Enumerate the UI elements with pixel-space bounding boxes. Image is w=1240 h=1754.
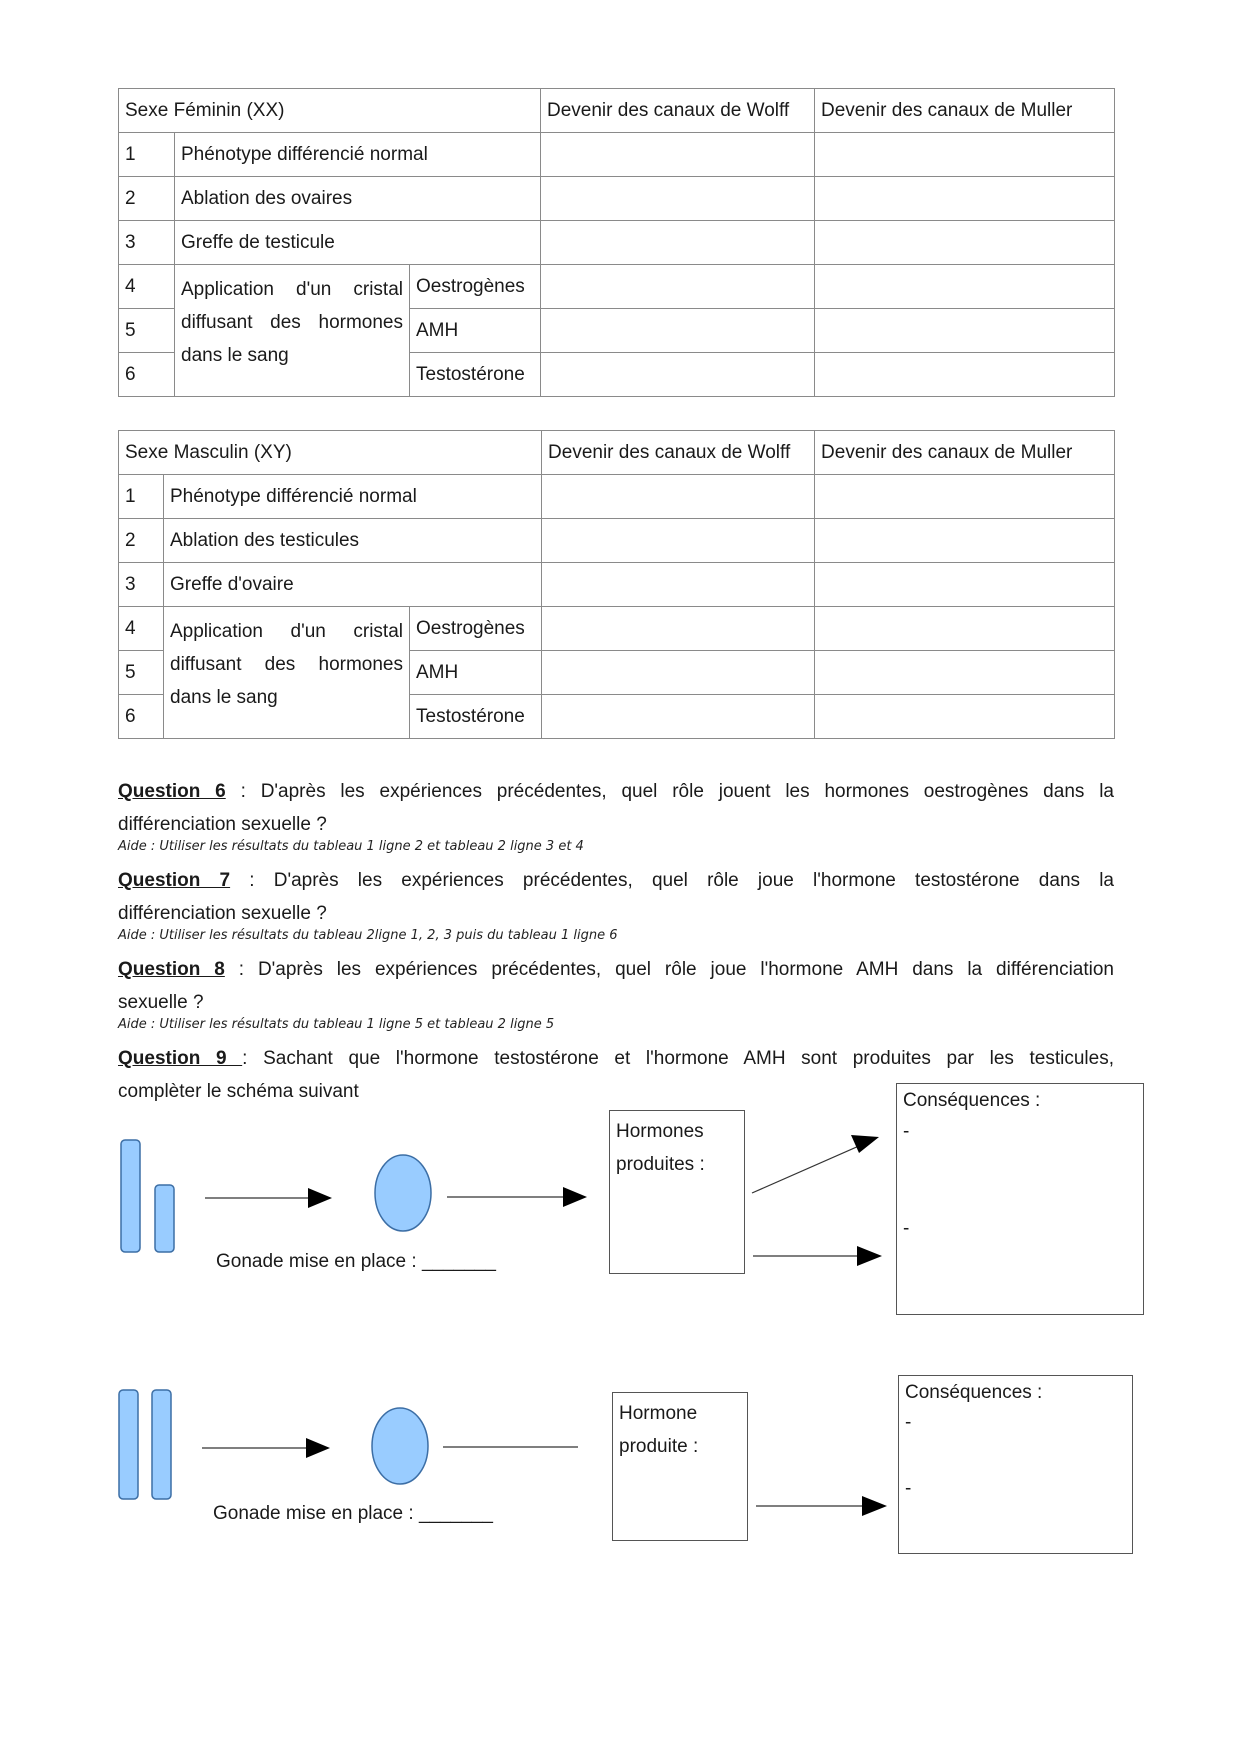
- question-separator: :: [230, 870, 274, 891]
- gonad-label: Gonade mise en place : _______: [213, 1503, 493, 1524]
- aide-hint: Aide : Utiliser les résultats du tableau 2ligne 1, 2, 3 puis du tableau 1 ligne 6: [118, 928, 618, 943]
- row-number: 2: [119, 519, 164, 563]
- consequence-dash: -: [903, 1121, 910, 1142]
- hormones-title: Hormones: [616, 1121, 704, 1142]
- table-title: Sexe Féminin (XX): [119, 89, 541, 133]
- duct-shape: [119, 1390, 138, 1499]
- question-label: Question 7: [118, 870, 231, 891]
- question-separator: :: [242, 1048, 264, 1069]
- question-text-continued: sexuelle ?: [118, 992, 204, 1013]
- question-label: Question 9: [118, 1048, 243, 1069]
- aide-hint: Aide : Utiliser les résultats du tableau 1 ligne 5 et tableau 2 ligne 5: [118, 1017, 555, 1032]
- row-number: 1: [119, 475, 164, 519]
- row-label: Greffe de testicule: [175, 221, 541, 265]
- question-separator: :: [225, 781, 261, 802]
- row-label: Ablation des testicules: [164, 519, 542, 563]
- hormone-title-continued: produite :: [619, 1436, 699, 1457]
- arrow-head: [857, 1246, 882, 1266]
- duct-shape: [121, 1140, 140, 1252]
- question-text: D'après les expériences précédentes, quel rôle jouent les hormones oestrogènes dans la: [260, 781, 1114, 802]
- question-label: Question 6: [118, 781, 226, 802]
- row-label: Ablation des ovaires: [175, 177, 541, 221]
- consequences-box: [896, 1083, 1144, 1315]
- application-cell: Application d'un cristal diffusant des hormones dans le sang: [164, 607, 410, 739]
- table-title: Sexe Masculin (XY): [119, 431, 542, 475]
- duct-shape: [152, 1390, 171, 1499]
- arrow-head: [306, 1438, 330, 1458]
- hormones-box: [609, 1110, 745, 1274]
- hormone-label: AMH: [410, 309, 541, 353]
- row-number: 4: [119, 607, 164, 651]
- question-text: D'après les expériences précédentes, quel rôle joue l'hormone AMH dans la différenciation: [257, 959, 1114, 980]
- consequences-box: [898, 1375, 1133, 1554]
- question-text-continued: complèter le schéma suivant: [118, 1081, 359, 1102]
- row-number: 2: [119, 177, 175, 221]
- row-number: 1: [119, 133, 175, 177]
- row-number: 4: [119, 265, 175, 309]
- hormone-label: Oestrogènes: [410, 607, 542, 651]
- header-wolff: Devenir des canaux de Wolff: [542, 431, 815, 475]
- row-label: Phénotype différencié normal: [175, 133, 541, 177]
- row-number: 6: [119, 695, 164, 739]
- header-muller: Devenir des canaux de Muller: [815, 431, 1115, 475]
- row-number: 5: [119, 651, 164, 695]
- application-cell: Application d'un cristal diffusant des hormones dans le sang: [175, 265, 410, 397]
- arrow-head: [563, 1187, 587, 1207]
- gonad-shape: [372, 1408, 428, 1484]
- question-text: D'après les expériences précédentes, quel rôle joue l'hormone testostérone dans la: [273, 870, 1114, 891]
- hormone-label: AMH: [410, 651, 542, 695]
- row-number: 3: [119, 563, 164, 607]
- header-muller: Devenir des canaux de Muller: [815, 89, 1115, 133]
- row-label: Greffe d'ovaire: [164, 563, 542, 607]
- consequences-title: Conséquences :: [905, 1382, 1043, 1403]
- arrow-head: [862, 1496, 887, 1516]
- hormones-title-continued: produites :: [616, 1154, 705, 1175]
- hormone-label: Testostérone: [410, 695, 542, 739]
- arrow-head: [308, 1188, 332, 1208]
- hormone-label: Oestrogènes: [410, 265, 541, 309]
- row-number: 5: [119, 309, 175, 353]
- header-wolff: Devenir des canaux de Wolff: [541, 89, 815, 133]
- consequences-title: Conséquences :: [903, 1090, 1041, 1111]
- gonad-label: Gonade mise en place : _______: [216, 1251, 496, 1272]
- hormone-title: Hormone: [619, 1403, 698, 1424]
- hormone-label: Testostérone: [410, 353, 541, 397]
- gonad-shape: [375, 1155, 431, 1231]
- aide-hint: Aide : Utiliser les résultats du tableau 1 ligne 2 et tableau 2 ligne 3 et 4: [118, 839, 584, 854]
- hormone-box: [612, 1392, 748, 1541]
- question-text-continued: différenciation sexuelle ?: [118, 814, 327, 835]
- question-label: Question 8: [118, 959, 225, 980]
- duct-shape: [155, 1185, 174, 1252]
- consequence-dash: -: [905, 1412, 912, 1433]
- question-text: Sachant que l'hormone testostérone et l'hormone AMH sont produites par les testicules,: [263, 1048, 1114, 1069]
- row-label: Phénotype différencié normal: [164, 475, 542, 519]
- question-separator: :: [224, 959, 258, 980]
- row-number: 6: [119, 353, 175, 397]
- consequence-dash: -: [903, 1218, 910, 1239]
- arrow: [752, 1142, 868, 1193]
- arrow-head: [851, 1135, 879, 1153]
- row-number: 3: [119, 221, 175, 265]
- question-text-continued: différenciation sexuelle ?: [118, 903, 327, 924]
- consequence-dash: -: [905, 1478, 912, 1499]
